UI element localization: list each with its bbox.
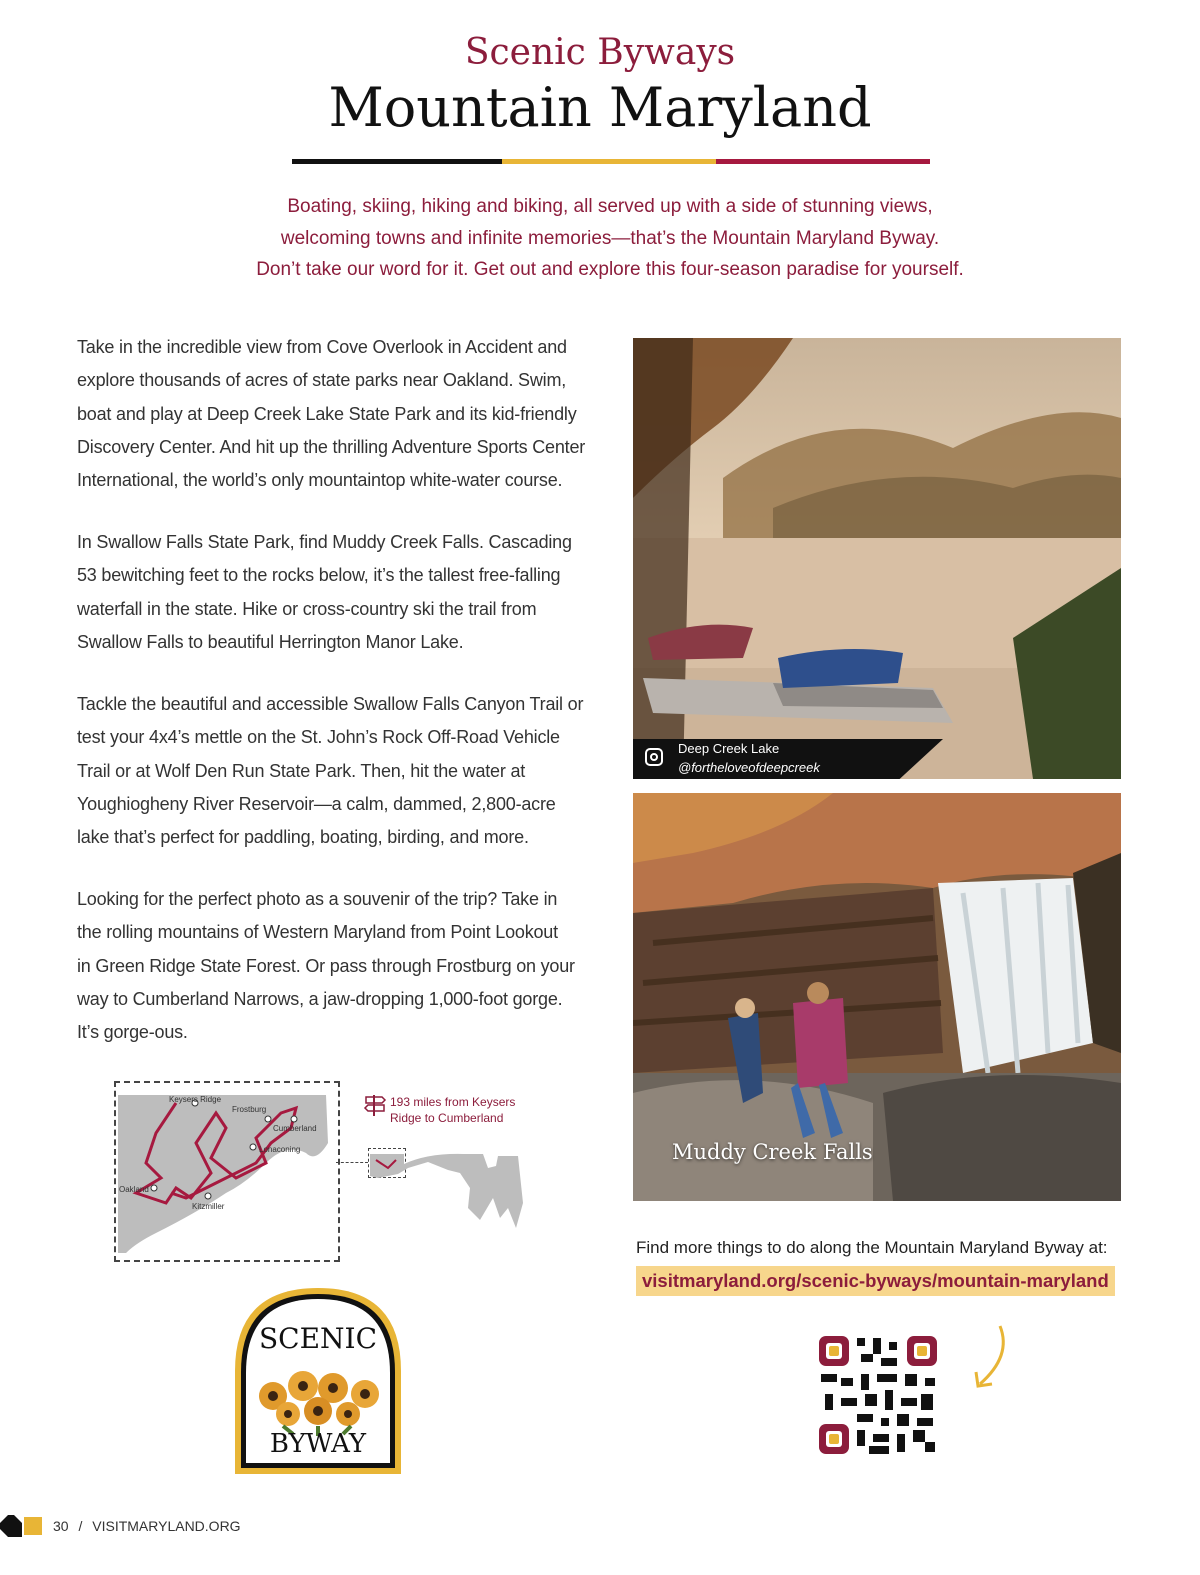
body-line: In Swallow Falls State Park, find Muddy Creek Falls. Cascading [77, 532, 572, 552]
byway-url-link[interactable]: visitmaryland.org/scenic-byways/mountain-maryland [636, 1266, 1115, 1296]
intro-text [150, 191, 1070, 286]
body-line: International, the world’s only mountaintop white-water course. [77, 470, 563, 491]
body-line: Youghiogheny River Reservoir—a calm, dammed, 2,800-acre [77, 793, 556, 814]
curved-arrow-icon [970, 1322, 1014, 1392]
intro-line: Boating, skiing, hiking and biking, all served up with a side of stunning views, [287, 196, 933, 217]
footer-site[interactable]: VISITMARYLAND.ORG [92, 1518, 241, 1534]
photo-location: Deep Creek Lake [678, 741, 780, 756]
find-more-text: Find more things to do along the Mountain Maryland Byway at: [636, 1238, 1108, 1257]
body-line: Looking for the perfect photo as a souvenir of the trip? Take in [77, 889, 558, 909]
badge-bottom-text: BYWAY [269, 1429, 367, 1459]
body-line: waterfall in the state. Hike or cross-country ski the trail from [77, 598, 537, 619]
photo-credit-handle: @fortheloveofdeepcreek [678, 760, 820, 775]
intro-line: Don’t take our word for it. Get out and explore this four-season paradise for yourself. [256, 259, 964, 280]
body-line: boat and play at Deep Creek Lake State Park and its kid-friendly [77, 403, 577, 424]
rule-black [292, 159, 502, 164]
badge-top-text: SCENIC [258, 1322, 378, 1355]
page-number: 30 [53, 1518, 69, 1534]
inset-connector [336, 1162, 368, 1163]
body-line: Take in the incredible view from Cove Overlook in Accident and [77, 337, 567, 357]
maryland-flag-icon [0, 1515, 44, 1537]
deep-creek-lake-photo [633, 338, 1121, 779]
byway-route-map [116, 1083, 336, 1258]
qr-code-icon[interactable] [817, 1334, 939, 1456]
body-paragraph-2 [77, 526, 617, 659]
signpost-icon [362, 1093, 388, 1117]
footer-page-info [53, 1518, 241, 1534]
body-paragraph-4 [77, 883, 617, 1049]
town-label: Keysers Ridge [169, 1095, 222, 1104]
town-label: Cumberland [273, 1124, 317, 1133]
body-line: Trail or at Wolf Den Run State Park. Then, hit the water at [77, 760, 526, 781]
body-line: in Green Ridge State Forest. Or pass through Frostburg on your [77, 955, 575, 976]
rule-gold [502, 159, 716, 164]
photo-caption: Muddy Creek Falls [672, 1140, 873, 1164]
town-label: Oakland [119, 1185, 149, 1194]
body-line: way to Cumberland Narrows, a jaw-dropping 1,000-foot gorge. [77, 988, 563, 1009]
body-line: 53 bewitching feet to the rocks below, it’s the tallest free-falling [77, 565, 561, 586]
page-title: Mountain Maryland [328, 76, 872, 139]
body-paragraph-3 [77, 688, 617, 854]
body-line: test your 4x4’s mettle on the St. John’s Rock Off-Road Vehicle [77, 727, 560, 748]
distance-note: 193 miles from Keysers Ridge to Cumberland [390, 1095, 516, 1125]
body-paragraph-1 [77, 331, 617, 497]
body-line: It’s gorge-ous. [77, 1022, 188, 1043]
town-label: Frostburg [232, 1105, 267, 1114]
body-line: Tackle the beautiful and accessible Swallow Falls Canyon Trail or [77, 694, 584, 714]
body-line: lake that’s perfect for paddling, boating, birding, and more. [77, 827, 529, 848]
body-line: explore thousands of acres of state parks near Oakland. Swim, [77, 370, 567, 391]
town-label: Lonaconing [259, 1145, 301, 1154]
body-line: Discovery Center. And hit up the thrilling Adventure Sports Center [77, 436, 586, 457]
rule-red [716, 159, 930, 164]
footer-separator: / [78, 1518, 83, 1534]
body-line: Swallow Falls to beautiful Herrington Manor Lake. [77, 631, 464, 652]
section-kicker: Scenic Byways [464, 32, 736, 73]
intro-line: welcoming towns and infinite memories—that’s the Mountain Maryland Byway. [280, 227, 940, 249]
scenic-byway-badge [233, 1286, 403, 1476]
town-label: Kitzmiller [192, 1202, 225, 1211]
instagram-icon [645, 748, 663, 766]
maryland-inset-map [368, 1148, 528, 1233]
body-line: the rolling mountains of Western Maryland from Point Lookout [77, 922, 558, 943]
